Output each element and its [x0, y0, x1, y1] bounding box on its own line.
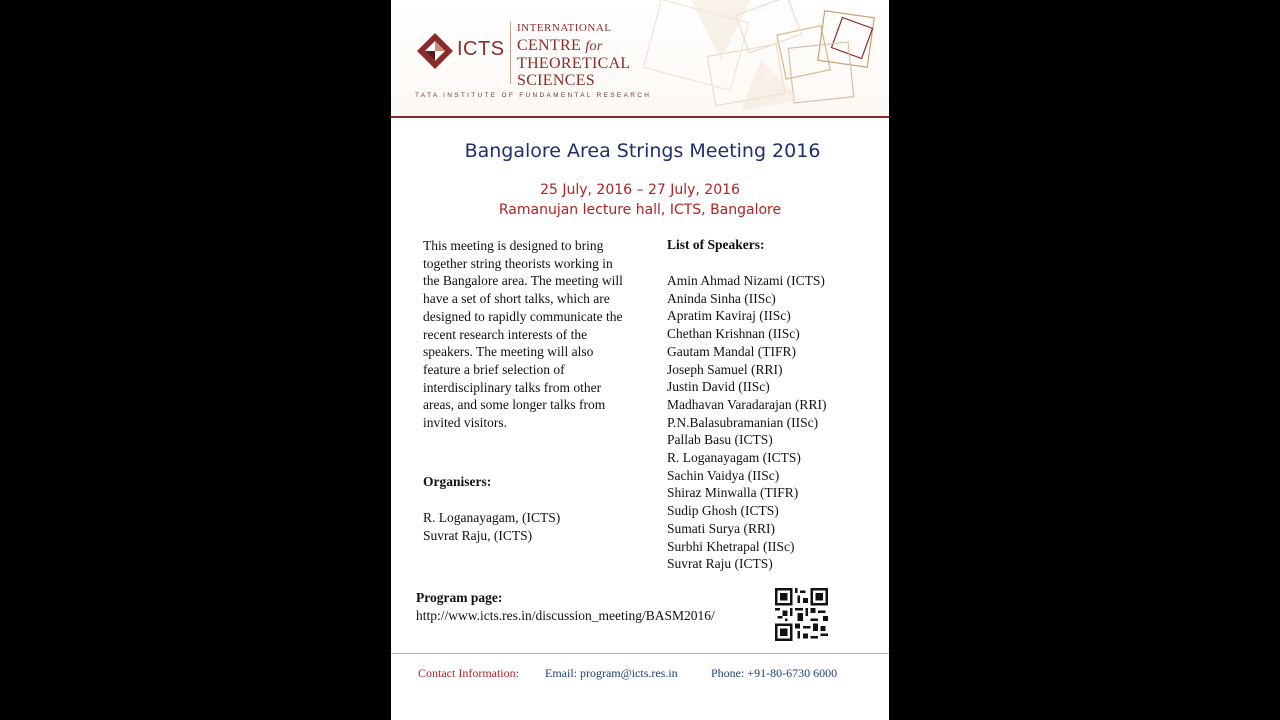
org-line-2	[517, 37, 631, 55]
event-title: Bangalore Area Strings Meeting 2016	[464, 140, 821, 162]
speaker-item: R. Loganayagam (ICTS)	[667, 450, 801, 466]
speaker-item: Suvrat Raju (ICTS)	[667, 556, 773, 572]
speaker-item: Justin David (IISc)	[667, 379, 770, 395]
qr-code-icon[interactable]	[775, 588, 828, 641]
speaker-item: Madhavan Varadarajan (RRI)	[667, 396, 827, 412]
event-description: This meeting is designed to bring together string theorists working in the Bangalore area. The meeting will have a set of short talks, which are designed to rapidly communicate the recent research interests of the speakers. The meeting will also feature a brief selection of interdisciplinary talks from other areas, and some longer talks from invited visitors.	[423, 238, 623, 431]
speaker-item: Joseph Samuel (RRI)	[667, 361, 783, 377]
speaker-item: Chethan Krishnan (IISc)	[667, 326, 800, 342]
speaker-item: Sachin Vaidya (IISc)	[667, 467, 780, 483]
organisers-heading: Organisers:	[423, 474, 492, 489]
logo-org-name	[517, 20, 631, 89]
org-line-3: THEORETICAL	[517, 55, 631, 72]
logo-divider	[510, 22, 511, 84]
org-line-4: SCIENCES	[517, 72, 595, 89]
org-line-2-for: for	[585, 39, 603, 54]
decorative-squares-graphic	[631, 0, 889, 116]
program-link[interactable]: http://www.icts.res.in/discussion_meeting/BASM2016/	[416, 608, 715, 623]
parent-institute: TATA INSTITUTE OF FUNDAMENTAL RESEARCH	[415, 92, 652, 99]
speaker-item: Apratim Kaviraj (IISc)	[667, 308, 791, 324]
contact-email[interactable]: Email: program@icts.res.in	[545, 666, 678, 680]
icts-logo-icon	[416, 32, 454, 70]
program-heading: Program page:	[416, 590, 503, 605]
org-line-2-word: CENTRE	[517, 37, 582, 54]
contact-label: Contact Information:	[418, 666, 519, 680]
organisers-list	[423, 509, 560, 545]
speaker-item: Pallab Basu (ICTS)	[667, 432, 773, 448]
speaker-item: Amin Ahmad Nizami (ICTS)	[667, 273, 825, 288]
org-line-1: INTERNATIONAL	[517, 22, 612, 34]
footer-divider	[391, 653, 889, 654]
organiser-item: Suvrat Raju, (ICTS)	[423, 528, 533, 543]
speakers-list	[667, 272, 826, 573]
speaker-item: Sudip Ghosh (ICTS)	[667, 503, 779, 519]
speaker-item: Surbhi Khetrapal (IISc)	[667, 538, 795, 554]
contact-phone[interactable]: Phone: +91-80-6730 6000	[711, 666, 838, 680]
logo-abbrev: ICTS	[457, 38, 505, 60]
event-dates: 25 July, 2016 – 27 July, 2016	[540, 182, 740, 198]
speakers-heading: List of Speakers:	[667, 237, 765, 252]
speaker-item: Shiraz Minwalla (TIFR)	[667, 485, 799, 501]
speaker-item: Sumati Surya (RRI)	[667, 520, 775, 536]
event-poster	[391, 0, 889, 720]
speaker-item: Aninda Sinha (IISc)	[667, 290, 776, 306]
organiser-item: R. Loganayagam, (ICTS)	[423, 510, 561, 525]
header-divider	[391, 116, 889, 118]
event-venue: Ramanujan lecture hall, ICTS, Bangalore	[498, 202, 782, 218]
speaker-item: P.N.Balasubramanian (IISc)	[667, 414, 819, 430]
speaker-item: Gautam Mandal (TIFR)	[667, 343, 796, 359]
poster-header	[391, 0, 889, 118]
